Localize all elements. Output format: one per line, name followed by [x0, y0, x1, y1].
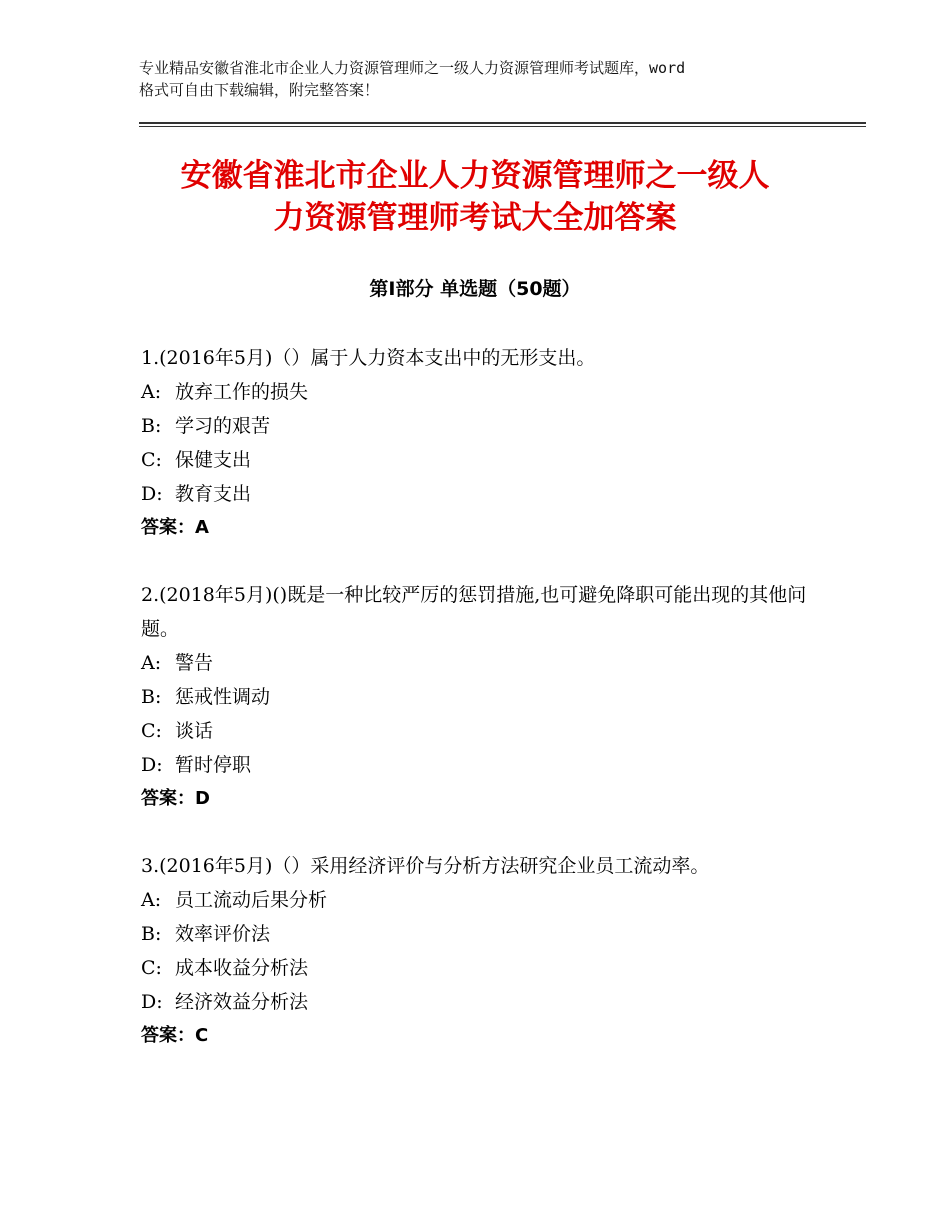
option-letter: D: [141, 991, 163, 1013]
option-d [141, 985, 821, 1019]
answer-label: 答案：A [141, 517, 209, 538]
option-text: 教育支出 [175, 483, 252, 505]
option-a [141, 646, 821, 680]
option-a [141, 375, 821, 409]
option-b [141, 917, 821, 951]
option-text: 警告 [175, 652, 214, 674]
document-title-line-2: 力资源管理师考试大全加答案 [273, 200, 677, 236]
header-divider-thick [139, 122, 866, 124]
question-item [141, 578, 821, 816]
header-note [139, 57, 819, 101]
option-d [141, 477, 821, 511]
question-item [141, 849, 821, 1053]
question-text: 1.(2016年5月)（）属于人力资本支出中的无形支出。 [141, 347, 596, 369]
header-note-line-2: 格式可自由下载编辑，附完整答案！ [139, 81, 380, 99]
option-letter: A: [141, 652, 162, 674]
option-d [141, 748, 821, 782]
option-letter: A: [141, 381, 162, 403]
option-letter: B: [141, 686, 162, 708]
option-b [141, 680, 821, 714]
question-text: 2.(2018年5月)()既是一种比较严厉的惩罚措施,也可避免降职可能出现的其他问题。 [141, 584, 807, 640]
section-title: 第Ⅰ部分 单选题（50题） [369, 278, 581, 300]
answer-label: 答案：C [141, 1025, 209, 1046]
option-text: 暂时停职 [175, 754, 252, 776]
option-a [141, 883, 821, 917]
document-title [80, 155, 870, 239]
option-c [141, 714, 821, 748]
option-letter: C: [141, 720, 162, 742]
question-item [141, 341, 821, 545]
option-letter: D: [141, 483, 163, 505]
option-letter: C: [141, 449, 162, 471]
header-divider-thin [139, 126, 866, 127]
header-note-line-1: 专业精品安徽省淮北市企业人力资源管理师之一级人力资源管理师考试题库，word [139, 59, 686, 77]
option-text: 成本收益分析法 [175, 957, 309, 979]
option-text: 放弃工作的损失 [175, 381, 309, 403]
option-letter: C: [141, 957, 162, 979]
option-letter: B: [141, 415, 162, 437]
option-text: 谈话 [175, 720, 214, 742]
question-text: 3.(2016年5月)（）采用经济评价与分析方法研究企业员工流动率。 [141, 855, 710, 877]
document-title-line-1: 安徽省淮北市企业人力资源管理师之一级人 [180, 158, 770, 194]
option-c [141, 951, 821, 985]
answer-label: 答案：D [141, 788, 210, 809]
option-letter: D: [141, 754, 163, 776]
option-letter: B: [141, 923, 162, 945]
option-c [141, 443, 821, 477]
option-text: 保健支出 [175, 449, 252, 471]
option-text: 学习的艰苦 [175, 415, 271, 437]
option-text: 惩戒性调动 [175, 686, 271, 708]
option-text: 员工流动后果分析 [175, 889, 328, 911]
question-list [141, 341, 821, 1086]
option-b [141, 409, 821, 443]
option-letter: A: [141, 889, 162, 911]
option-text: 效率评价法 [175, 923, 271, 945]
option-text: 经济效益分析法 [175, 991, 309, 1013]
